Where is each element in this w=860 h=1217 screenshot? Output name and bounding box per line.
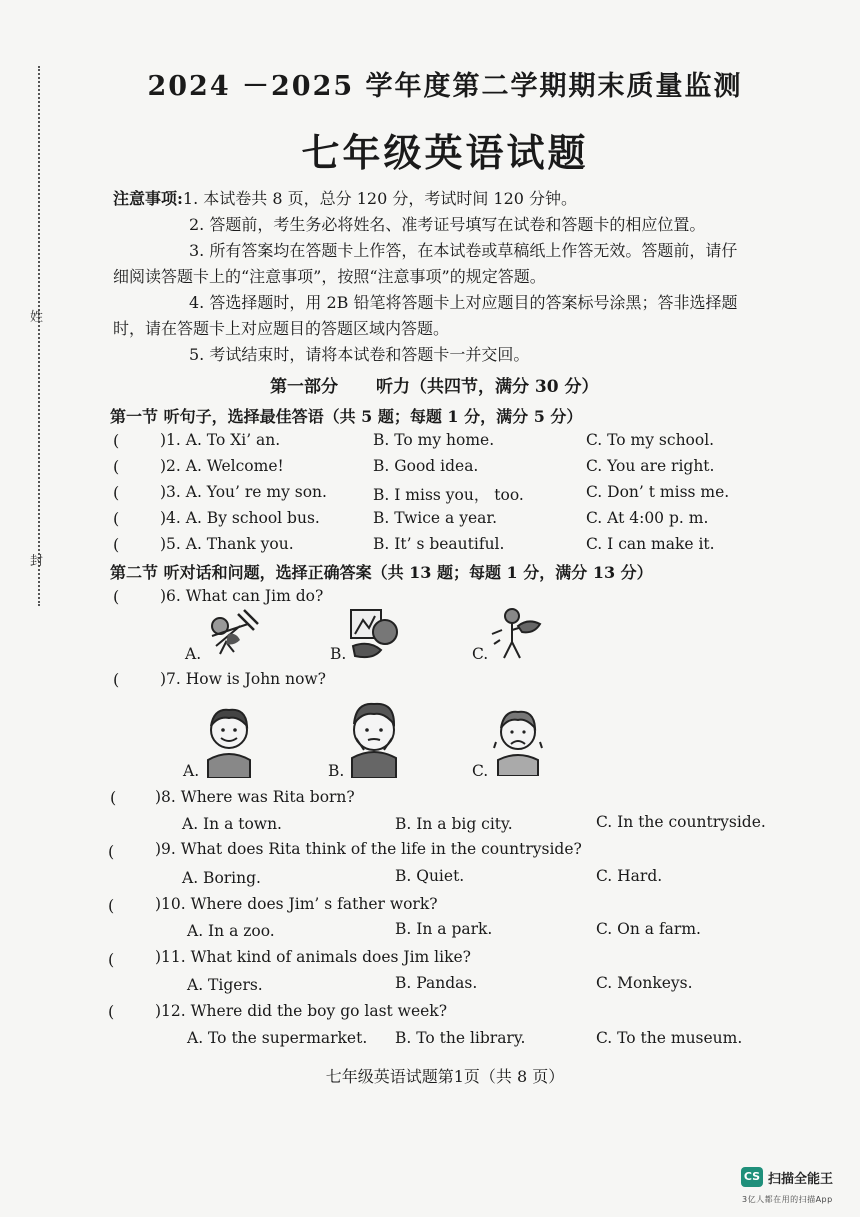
watermark-tagline: 3亿人都在用的扫描App (742, 1195, 833, 1204)
notice-block (113, 186, 793, 368)
pic-label-a: A. (185, 645, 202, 663)
question-9-text: )9. What does Rita think of the life in the countryside? (155, 840, 582, 858)
notice-label: 注意事项: (113, 189, 183, 208)
option-c: C. To my school. (586, 431, 715, 449)
notice-item-1: 1. 本试卷共 8 页，总分 120 分，考试时间 120 分钟。 (182, 189, 578, 208)
answer-paren[interactable]: ( (113, 483, 120, 502)
pic-label-c: C. (472, 762, 489, 780)
answer-paren[interactable]: ( (113, 587, 120, 606)
answer-paren[interactable]: ( (113, 509, 120, 528)
boy-playing-violin-picture (200, 606, 262, 662)
question-6-text: )6. What can Jim do? (160, 587, 324, 605)
answer-paren[interactable]: ( (108, 842, 115, 861)
option-b: B. To my home. (373, 431, 495, 449)
notice-item-3b: 细阅读答题卡上的“注意事项”，按照“注意事项”的规定答题。 (113, 267, 546, 286)
pic-label-b: B. (330, 645, 347, 663)
option-a: A. In a town. (182, 815, 282, 833)
option-a: A. To the supermarket. (187, 1029, 368, 1047)
option-b: B. It’ s beautiful. (373, 535, 505, 553)
notice-item-4a: 4. 答选择题时，用 2B 铅笔将答题卡上对应题目的答案标号涂黑；答非选择题 (189, 293, 738, 312)
part-heading (270, 372, 599, 397)
question-text: )1. A. To Xi’ an. (160, 431, 281, 449)
option-b: B. To the library. (395, 1029, 526, 1047)
answer-paren[interactable]: ( (110, 788, 117, 807)
crying-boy-picture (490, 704, 546, 776)
notice-item-2: 2. 答题前，考生务必将姓名、准考证号填写在试卷和答题卡的相应位置。 (189, 215, 706, 234)
notice-item-3a: 3. 所有答案均在答题卡上作答，在本试卷或草稿纸上作答无效。答题前，请仔 (189, 241, 738, 260)
answer-paren[interactable]: ( (113, 535, 120, 554)
margin-mark-name: 姓 (30, 310, 44, 325)
answer-paren[interactable]: ( (108, 896, 115, 915)
happy-boy-picture (202, 702, 256, 778)
notice-item-4b: 时，请在答题卡上对应题目的答题区域内答题。 (113, 319, 450, 338)
question-text: )4. A. By school bus. (160, 509, 320, 527)
option-c: C. Don’ t miss me. (586, 483, 730, 501)
question-text: )2. A. Welcome! (160, 457, 284, 475)
boy-playing-guitar-picture (488, 604, 548, 662)
worried-boy-picture (346, 698, 402, 778)
option-c: C. I can make it. (586, 535, 715, 553)
option-a: A. Tigers. (187, 976, 263, 994)
exam-subtitle: 七年级英语试题 (301, 130, 589, 175)
option-b: B. Twice a year. (373, 509, 498, 527)
option-b: B. I miss you， too. (373, 486, 524, 504)
option-b: B. Pandas. (395, 974, 478, 992)
option-c: C. In the countryside. (596, 813, 766, 831)
part-title: 听力（共四节，满分 30 分） (376, 377, 599, 397)
notice-item-5: 5. 考试结束时，请将本试卷和答题卡一并交回。 (189, 345, 530, 364)
question-text: )5. A. Thank you. (160, 535, 294, 553)
exam-title: 2024 －2025 学年度第二学期期末质量监测 (147, 71, 743, 102)
option-a: A. Boring. (182, 869, 261, 887)
question-7-text: )7. How is John now? (160, 670, 326, 688)
option-c: C. Monkeys. (596, 974, 693, 992)
option-c: C. At 4:00 p. m. (586, 509, 709, 527)
option-a: A. In a zoo. (187, 922, 275, 940)
option-c: C. Hard. (596, 867, 663, 885)
pic-label-b: B. (328, 762, 345, 780)
option-c: C. You are right. (586, 457, 715, 475)
margin-mark-seal: 封 (30, 554, 44, 569)
option-b: B. Quiet. (395, 867, 465, 885)
question-10-text: )10. Where does Jim’ s father work? (155, 895, 438, 913)
boy-painting-picture (345, 606, 403, 662)
option-c: C. On a farm. (596, 920, 701, 938)
answer-paren[interactable]: ( (108, 1002, 115, 1021)
option-c: C. To the museum. (596, 1029, 743, 1047)
option-b: B. Good idea. (373, 457, 479, 475)
pic-label-a: A. (183, 762, 200, 780)
question-11-text: )11. What kind of animals does Jim like? (155, 948, 471, 966)
answer-paren[interactable]: ( (113, 457, 120, 476)
section1-title: 第一节 听句子，选择最佳答语（共 5 题；每题 1 分，满分 5 分） (110, 407, 583, 426)
watermark-app-name: 扫描全能王 (768, 1172, 834, 1187)
page-footer: 七年级英语试题第1页（共 8 页） (325, 1067, 565, 1086)
answer-paren[interactable]: ( (108, 950, 115, 969)
question-text: )3. A. You’ re my son. (160, 483, 327, 501)
camscanner-logo-icon: CS (741, 1167, 763, 1187)
option-b: B. In a big city. (395, 815, 513, 833)
pic-label-c: C. (472, 645, 489, 663)
part-name: 第一部分 (270, 377, 338, 397)
question-8-text: )8. Where was Rita born? (155, 788, 355, 806)
answer-paren[interactable]: ( (113, 670, 120, 689)
option-b: B. In a park. (395, 920, 493, 938)
section2-title: 第二节 听对话和问题，选择正确答案（共 13 题；每题 1 分，满分 13 分） (110, 563, 653, 582)
answer-paren[interactable]: ( (113, 431, 120, 450)
question-12-text: )12. Where did the boy go last week? (155, 1002, 448, 1020)
